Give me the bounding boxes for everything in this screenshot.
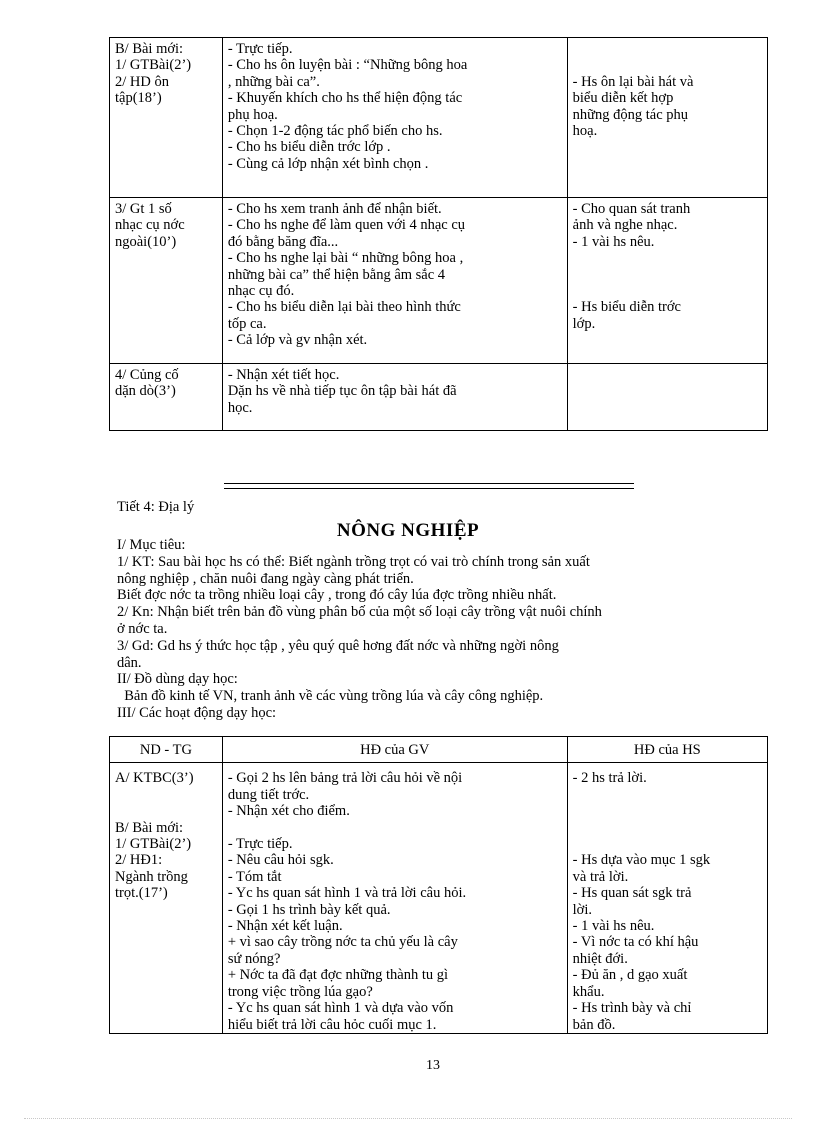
lesson-label: Tiết 4: Địa lý <box>117 499 195 515</box>
table-cell-gv: - Trực tiếp. - Cho hs ôn luyện bài : “Những bông hoa , những bài ca”. - Khuyến khích cho hs thể hiện động tác phụ hoạ. - Chọn 1-2 động tác phổ biến cho hs. - Cho hs biểu diễn trớc lớp . - Cùng cả lớp nhận xét bình chọn . <box>222 38 567 198</box>
table-cell-nd: B/ Bài mới: 1/ GTBài(2’) 2/ HD ôn tập(18’) <box>110 38 223 198</box>
column-header: HĐ của HS <box>567 737 767 763</box>
table-cell-nd: A/ KTBC(3’) B/ Bài mới: 1/ GTBài(2’) 2/ HĐ1: Ngành trồng trọt.(17’) <box>110 763 223 1034</box>
text-line: 1/ KT: Sau bài học hs có thể: Biết ngành trồng trọt có vai trò chính trong sản xuất <box>117 553 590 570</box>
table-cell-hs: - Hs ôn lại bài hát và biểu diễn kết hợp những động tác phụ hoạ. <box>567 38 767 198</box>
table-row <box>110 763 768 1034</box>
text-line: II/ Đồ dùng dạy học: <box>117 671 238 688</box>
text-line: Bản đồ kinh tế VN, tranh ảnh về các vùng trồng lúa và cây công nghiệp. <box>117 688 544 705</box>
table-cell-hs: - Cho quan sát tranh ảnh và nghe nhạc. - 1 vài hs nêu. - Hs biểu diễn trớc lớp. <box>567 198 767 364</box>
text-line: III/ Các hoạt động dạy học: <box>117 704 277 721</box>
table-cell-gv: - Gọi 2 hs lên bảng trả lời câu hỏi về nội dung tiết trớc. - Nhận xét cho điểm. - Trực tiếp. - Nêu câu hỏi sgk. - Tóm tắt - Yc hs quan sát hình 1 và trả lời câu hỏi. - Gọi 1 hs trình bày kết quả. - Nhận xét kết luận. + vì sao cây trồng nớc ta chủ yếu là cây sứ nóng? + Nớc ta đã đạt đợc những thành tu gì trong việc trồng lúa gạo? - Yc hs quan sát hình 1 và dựa vào vốn hiểu biết trả lời câu hỏc cuối mục 1. <box>222 763 567 1034</box>
table-cell-hs <box>567 364 767 431</box>
text-line: I/ Mục tiêu: <box>117 537 186 553</box>
column-header: HĐ của GV <box>222 737 567 763</box>
text-line: Biết đợc nớc ta trồng nhiều loại cây , trong đó cây lúa đợc trồng nhiều nhất. <box>117 587 557 604</box>
text-line: nông nghiệp , chăn nuôi đang ngày càng phát triển. <box>117 570 414 587</box>
objectives-text <box>117 537 767 722</box>
text-line: 2/ Kn: Nhận biết trên bản đồ vùng phân bố của một số loại cây trồng vật nuôi chính <box>117 604 602 621</box>
text-line: 3/ Gd: Gd hs ý thức học tập , yêu quý quê hơng đất nớc và những ngời nông <box>117 637 559 654</box>
table-cell-nd: 3/ Gt 1 số nhạc cụ nớc ngoài(10’) <box>110 198 223 364</box>
page-edge-divider <box>24 1118 792 1119</box>
table-cell-gv: - Nhận xét tiết học. Dặn hs về nhà tiếp tục ôn tập bài hát đã học. <box>222 364 567 431</box>
table-cell-hs: - 2 hs trả lời. - Hs dựa vào mục 1 sgk và trả lời. - Hs quan sát sgk trả lời. - 1 vài hs nêu. - Vì nớc ta có khí hậu nhiệt đới. - Đủ ăn , d gạo xuất khẩu. - Hs trình bày và chỉ bản đồ. <box>567 763 767 1034</box>
table-cell-nd: 4/ Củng cố dặn dò(3’) <box>110 364 223 431</box>
column-header: ND - TG <box>110 737 223 763</box>
page-title: NÔNG NGHIỆP <box>336 520 480 541</box>
table-row <box>110 38 768 198</box>
table-cell-gv: - Cho hs xem tranh ảnh để nhận biết. - Cho hs nghe để làm quen với 4 nhạc cụ đó bằng băng đĩa... - Cho hs nghe lại bài “ những bông hoa , những bài ca” thể hiện bằng âm sắc 4 nhạc cụ đó. - Cho hs biểu diễn lại bài theo hình thức tốp ca. - Cả lớp và gv nhận xét. <box>222 198 567 364</box>
activity-table-1 <box>109 37 768 431</box>
page-number: 13 <box>426 1058 440 1073</box>
table-header-row <box>110 737 768 763</box>
section-divider <box>224 483 634 489</box>
table-row <box>110 364 768 431</box>
text-line: ở nớc ta. <box>117 620 168 637</box>
text-line: dân. <box>117 654 142 671</box>
table-row <box>110 198 768 364</box>
activity-table-2 <box>109 736 768 1034</box>
